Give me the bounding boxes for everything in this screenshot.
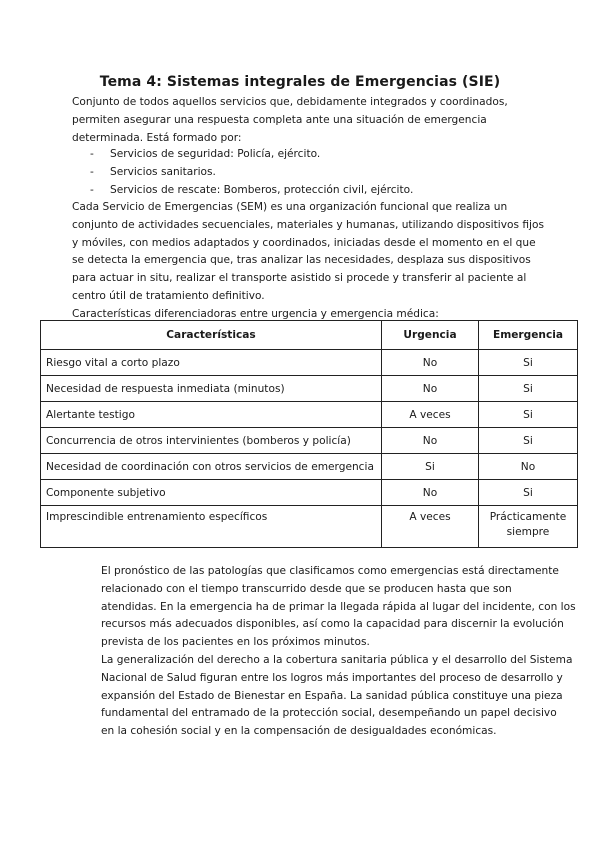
table-caption: Características diferenciadoras entre urgencia y emergencia médica: [72,307,439,320]
closing-line: El pronóstico de las patologías que clasificamos como emergencias está directamente [101,565,559,577]
bullet-marker: - [90,165,94,178]
closing-line: relacionado con el tiempo transcurrido desde que se producen hasta que son [101,582,512,595]
intro-paragraph [72,94,542,147]
cell-urgencia: Si [382,454,479,480]
closing-line: expansión del Estado de Bienestar en España. La sanidad pública constituye una pieza [101,689,563,702]
list-item-text: Servicios de rescate: Bomberos, protección civil, ejército. [110,183,414,196]
sem-line: centro útil de tratamiento definitivo. [72,289,265,302]
closing-line: atendidas. En la emergencia ha de primar la llegada rápida al lugar del incidente, con los [101,600,576,613]
table-row [41,350,578,376]
cell-characteristic: Imprescindible entrenamiento específicos [41,506,382,548]
closing-line: Nacional de Salud figuran entre los logros más importantes del proceso de desarrollo y [101,671,563,684]
cell-characteristic: Concurrencia de otros intervinientes (bomberos y policía) [41,428,382,454]
intro-line: determinada. Está formado por: [72,131,242,144]
cell-emergencia: Si [479,350,578,376]
header-characteristics: Características [41,321,382,350]
sem-paragraph [72,199,542,324]
cell-urgencia: No [382,428,479,454]
cell-emergencia: Si [479,428,578,454]
list-item [90,164,413,182]
closing-line: prevista de los pacientes en los próximos minutos. [101,636,370,649]
closing-line: La generalización del derecho a la cobertura sanitaria pública y el desarrollo del Sistema [101,653,573,666]
table-row [41,428,578,454]
table-row [41,480,578,506]
closing-paragraph [101,563,576,741]
cell-characteristic: Necesidad de respuesta inmediata (minutos) [41,376,382,402]
intro-line: Conjunto de todos aquellos servicios que, debidamente integrados y coordinados, [72,96,508,108]
cell-emergencia: Prácticamente siempre [479,506,578,548]
list-item [90,182,413,200]
header-emergencia: Emergencia [479,321,578,350]
page-title: Tema 4: Sistemas integrales de Emergencias (SIE) [99,74,501,90]
list-item [90,146,413,164]
cell-emergencia: Si [479,402,578,428]
comparison-table [40,320,578,548]
cell-characteristic: Componente subjetivo [41,480,382,506]
table-row [41,402,578,428]
sem-line: Cada Servicio de Emergencias (SEM) es una organización funcional que realiza un [72,201,508,213]
sem-line: se detecta la emergencia que, tras analizar las necesidades, desplaza sus dispositivos [72,254,531,267]
table-header-row [41,321,578,350]
table-row [41,376,578,402]
closing-line: en la cohesión social y en la compensación de desigualdades económicas. [101,725,497,738]
bullet-marker: - [90,183,94,196]
list-item-text: Servicios sanitarios. [110,165,216,178]
cell-urgencia: No [382,376,479,402]
closing-line: recursos más adecuados disponibles, así como la capacidad para discernir la evolución [101,618,564,631]
header-urgencia: Urgencia [382,321,479,350]
intro-line: permiten asegurar una respuesta completa ante una situación de emergencia [72,113,487,126]
cell-emergencia: Si [479,376,578,402]
cell-emergencia: Si [479,480,578,506]
cell-characteristic: Riesgo vital a corto plazo [41,350,382,376]
cell-characteristic: Necesidad de coordinación con otros servicios de emergencia [41,454,382,480]
cell-characteristic: Alertante testigo [41,402,382,428]
sem-line: para actuar in situ, realizar el transporte asistido si procede y transferir al paciente al [72,272,527,285]
table-row [41,454,578,480]
closing-line: fundamental del entramado de la protección social, desempeñando un papel decisivo [101,707,557,720]
table-row [41,506,578,548]
cell-urgencia: No [382,350,479,376]
cell-urgencia: No [382,480,479,506]
cell-emergencia: No [479,454,578,480]
list-item-text: Servicios de seguridad: Policía, ejército. [110,148,321,160]
services-list [90,146,413,199]
bullet-marker: - [90,148,94,160]
cell-urgencia: A veces [382,506,479,548]
sem-line: conjunto de actividades secuenciales, materiales y humanas, utilizando dispositivos fijos [72,218,544,231]
sem-line: y móviles, con medios adaptados y coordinados, iniciadas desde el momento en el que [72,236,536,249]
cell-urgencia: A veces [382,402,479,428]
